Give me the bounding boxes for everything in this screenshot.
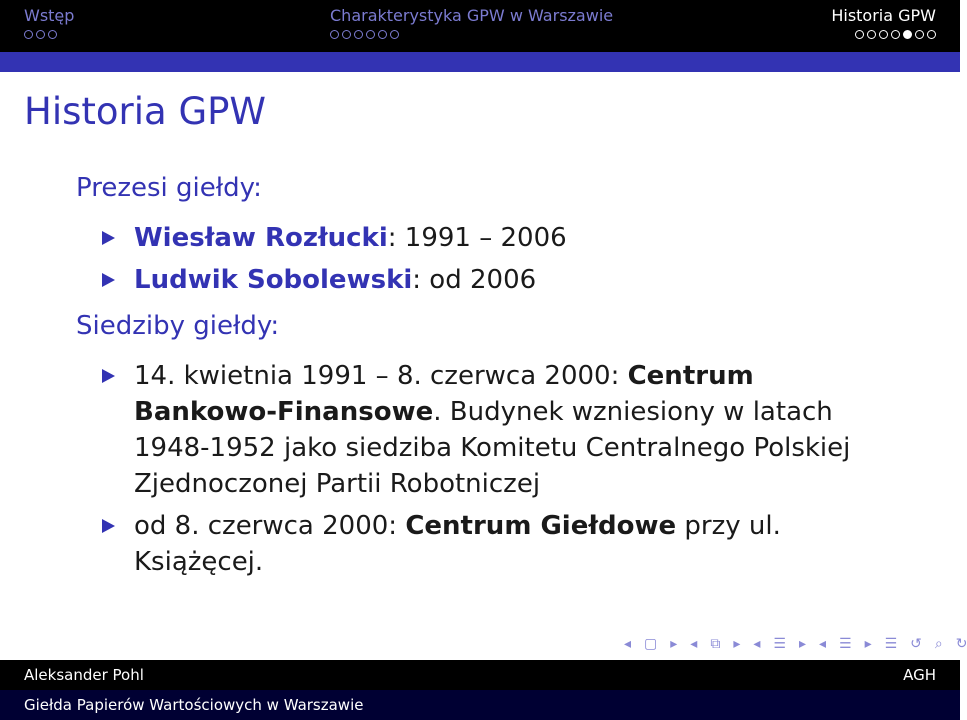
nav-dot[interactable] xyxy=(48,30,57,39)
appendix-icon[interactable]: ☰ xyxy=(884,636,898,652)
seats-list xyxy=(76,358,936,580)
nav-dot[interactable] xyxy=(390,30,399,39)
frame-next-icon[interactable]: ▸ xyxy=(670,636,678,652)
frame-prev-icon[interactable]: ◂ xyxy=(624,636,632,652)
seat-period: od 8. czerwca 2000: xyxy=(134,511,406,541)
footer-talk-title: Giełda Papierów Wartościowych w Warszawie xyxy=(24,696,364,714)
document-next-icon[interactable]: ▸ xyxy=(864,636,872,652)
triangle-bullet-icon xyxy=(102,231,115,245)
top-navigation-bar xyxy=(0,0,960,52)
footer-title-bar xyxy=(0,690,960,720)
president-term: : 1991 – 2006 xyxy=(387,223,567,253)
nav-dot[interactable] xyxy=(927,30,936,39)
nav-dots-charakterystyka xyxy=(330,30,399,40)
nav-section-wstep[interactable]: Wstęp xyxy=(24,6,75,25)
section-next-icon[interactable]: ▸ xyxy=(798,636,806,652)
seat-description: przy ul. Książęcej. xyxy=(134,511,781,577)
triangle-bullet-icon xyxy=(102,273,115,287)
presidents-heading: Prezesi giełdy: xyxy=(76,173,262,203)
list-item xyxy=(134,358,854,502)
frame-icon[interactable]: ▢ xyxy=(644,636,658,652)
footer-author-bar xyxy=(0,660,960,690)
list-item xyxy=(134,220,854,256)
nav-dots-wstep xyxy=(24,30,57,40)
document-icon[interactable]: ☰ xyxy=(839,636,852,652)
triangle-bullet-icon xyxy=(102,369,115,383)
president-name: Wiesław Rozłucki xyxy=(134,223,388,253)
triangle-bullet-icon xyxy=(102,519,115,533)
search-icon[interactable]: ⌕ xyxy=(934,636,943,652)
nav-dot[interactable] xyxy=(915,30,924,39)
subsection-prev-icon[interactable]: ◂ xyxy=(690,636,698,652)
subsection-icon[interactable]: ⧉ xyxy=(710,636,721,652)
nav-section-charakterystyka[interactable]: Charakterystyka GPW w Warszawie xyxy=(330,6,614,25)
section-prev-icon[interactable]: ◂ xyxy=(753,636,761,652)
nav-dot[interactable] xyxy=(330,30,339,39)
nav-dot[interactable] xyxy=(366,30,375,39)
nav-dot[interactable] xyxy=(354,30,363,39)
slide-content xyxy=(76,172,936,592)
nav-dot[interactable] xyxy=(867,30,876,39)
seat-description: . Budynek wzniesiony w latach 1948-1952 jako siedziba Komitetu Centralnego Polskiej Zjednoczonej Partii Robotniczej xyxy=(134,397,851,499)
seat-building-name: Centrum Bankowo-Finansowe xyxy=(134,361,754,427)
nav-dot[interactable] xyxy=(879,30,888,39)
header-accent-bar xyxy=(0,52,960,72)
president-term: : od 2006 xyxy=(412,265,537,295)
document-prev-icon[interactable]: ◂ xyxy=(818,636,827,652)
beamer-navigation-symbols xyxy=(624,636,967,652)
presidents-list xyxy=(76,220,936,298)
seat-building-name: Centrum Giełdowe xyxy=(405,511,677,541)
president-name: Ludwik Sobolewski xyxy=(134,265,413,295)
forward-icon[interactable]: ↻ xyxy=(955,636,967,652)
nav-dot[interactable] xyxy=(855,30,864,39)
section-icon[interactable]: ☰ xyxy=(773,636,786,652)
seat-period: 14. kwietnia 1991 – 8. czerwca 2000: xyxy=(134,361,628,391)
nav-dot[interactable] xyxy=(24,30,33,39)
back-icon[interactable]: ↺ xyxy=(910,636,922,652)
nav-dot[interactable] xyxy=(378,30,387,39)
list-item xyxy=(134,508,854,580)
nav-section-historia[interactable]: Historia GPW xyxy=(831,6,936,25)
nav-dot-current[interactable] xyxy=(903,30,912,39)
footer-institution: AGH xyxy=(903,666,936,684)
seats-heading: Siedziby giełdy: xyxy=(76,311,280,341)
nav-dots-historia xyxy=(855,30,936,40)
subsection-next-icon[interactable]: ▸ xyxy=(733,636,741,652)
list-item xyxy=(134,262,854,298)
nav-dot[interactable] xyxy=(891,30,900,39)
frame-title: Historia GPW xyxy=(24,90,267,133)
nav-dot[interactable] xyxy=(342,30,351,39)
footer-author: Aleksander Pohl xyxy=(24,666,144,684)
nav-dot[interactable] xyxy=(36,30,45,39)
